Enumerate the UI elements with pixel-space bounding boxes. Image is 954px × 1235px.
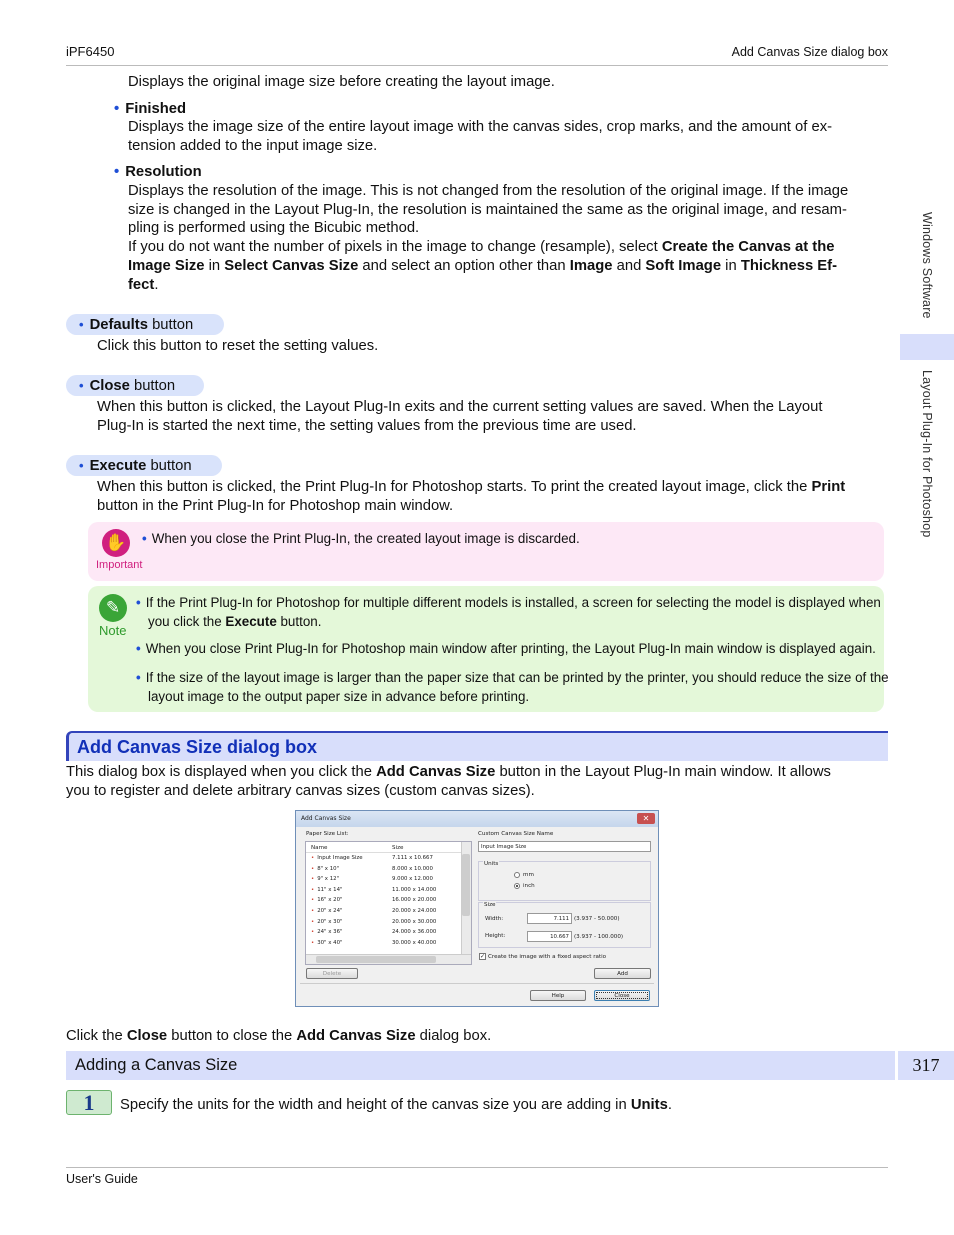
footer-text: User's Guide: [66, 1172, 138, 1186]
list-item-size: 20.000 x 24.000: [392, 908, 437, 914]
aspect-checkbox[interactable]: ✓: [480, 953, 486, 960]
list-item[interactable]: • 11" x 14": [311, 886, 343, 893]
bullet-icon: •: [114, 164, 120, 180]
step-number: 1: [66, 1090, 112, 1115]
intro-line: Displays the original image size before creating the layout image.: [128, 74, 555, 90]
note-bullet-3: • If the size of the layout image is larger than the paper size that can be printed by the printer, you should reduce the size of the: [136, 670, 889, 685]
finished-line1: Displays the image size of the entire layout image with the canvas sides, crop marks, and the amount of ex-: [128, 119, 833, 135]
list-item[interactable]: • Input Image Size: [311, 855, 363, 861]
note-bullet-1: • If the Print Plug-In for Photoshop for multiple different models is installed, a screen for selecting the model is displayed when: [136, 595, 881, 610]
pencil-check-icon: ✎: [99, 594, 127, 622]
list-item-size: 20.000 x 30.000: [392, 918, 437, 925]
close-line2: Plug-In is started the next time, the setting values from the previous time are used.: [97, 418, 637, 434]
bullet-icon: •: [142, 531, 147, 546]
defaults-desc: Click this button to reset the setting values.: [97, 338, 379, 354]
height-input[interactable]: 10.667: [527, 931, 572, 942]
list-item-size: 7.111 x 10.667: [392, 855, 433, 861]
list-item-size: 16.000 x 20.000: [392, 897, 437, 904]
section-p2: you to register and delete arbitrary canvas sizes (custom canvas sizes).: [66, 783, 535, 799]
close-line1: When this button is clicked, the Layout Plug-In exits and the current setting values are saved. When the Layout: [97, 399, 823, 415]
resolution-line4: If you do not want the number of pixels in the image to change (resample), select Create the Canvas at the: [128, 239, 835, 255]
dialog-titlebar: Add Canvas Size ✕: [296, 811, 658, 827]
finished-line2: tension added to the input image size.: [128, 138, 378, 154]
finished-title: Finished: [125, 101, 187, 117]
units-group: Units mm inch: [478, 861, 651, 901]
list-item-size: 24.000 x 36.000: [392, 929, 437, 936]
list-item[interactable]: • 24" x 36": [311, 929, 343, 936]
bullet-icon: •: [114, 101, 120, 117]
side-tab-marker: [900, 334, 954, 360]
size-group: Size Width: 7.111 (3.937 - 50.000) Height: 10.667 (3.937 - 100.000): [478, 902, 651, 948]
list-item[interactable]: • 20" x 30": [311, 918, 343, 925]
resolution-title: Resolution: [125, 164, 202, 180]
note-bullet-1-cont: you click the Execute button.: [148, 614, 322, 629]
note-label: Note: [99, 623, 127, 638]
section-heading: Add Canvas Size dialog box: [66, 731, 888, 761]
radio-mm[interactable]: [514, 872, 520, 878]
page-number: 317: [898, 1051, 954, 1080]
hand-stop-icon: ✋: [102, 529, 130, 557]
add-canvas-size-dialog: Add Canvas Size ✕ Paper Size List: Name Size • Input Image Size 7.111 x 10.667 • 8" x 10" 8.000 x 10.000 • 9" x 12" 9.000 x 12.000 • 11" x 14" 11.000 x 14.000 • 16" x 20" 16.000 x 20.000 • 20" x 24" 20.000 x 24.000 • 20" x 30" 20.000 x 30.000 • 24" x 36" 24.000 x 36.000 • 30" x 40" 30.000 x 40.000 Custom Canvas Size Name Input Image Size Units mm inch Size Width: 7.111 (3.937 - 50.000) Height: 10.667 (3.937 - 100.000) ✓ Create the image with a fixed aspect ratio Delete Add Help Close: [295, 810, 659, 1007]
subsection-heading: Adding a Canvas Size: [66, 1051, 895, 1080]
after-dialog-text: Click the Close button to close the Add Canvas Size dialog box.: [66, 1028, 492, 1044]
add-button[interactable]: Add: [594, 968, 651, 979]
execute-line2: button in the Print Plug-In for Photoshop main window.: [97, 498, 454, 514]
side-tab-layout-plugin: Layout Plug-In for Photoshop: [920, 370, 934, 538]
close-button[interactable]: Close: [594, 990, 650, 1001]
delete-button[interactable]: Delete: [306, 968, 358, 979]
important-label: Important: [96, 559, 143, 571]
list-item[interactable]: • 20" x 24": [311, 908, 343, 914]
resolution-line1: Displays the resolution of the image. This is not changed from the resolution of the original image. If the image: [128, 183, 849, 199]
list-item-size: 9.000 x 12.000: [392, 876, 433, 883]
important-text: When you close the Print Plug-In, the created layout image is discarded.: [151, 531, 580, 546]
defaults-heading: • Defaults button: [66, 314, 224, 335]
help-button[interactable]: Help: [530, 990, 586, 1001]
list-item-size: 30.000 x 40.000: [392, 939, 437, 946]
list-item[interactable]: • 30" x 40": [311, 939, 343, 946]
execute-heading: • Execute button: [66, 455, 222, 476]
list-item[interactable]: • 9" x 12": [311, 876, 340, 883]
running-header: Add Canvas Size dialog box: [731, 45, 888, 59]
paper-size-list[interactable]: Name Size • Input Image Size 7.111 x 10.667 • 8" x 10" 8.000 x 10.000 • 9" x 12" 9.000 x 12.000 • 11" x 14" 11.000 x 14.000 • 16" x 20" 16.000 x 20.000 • 20" x 24" 20.000 x 24.000 • 20" x 30" 20.000 x 30.000 • 24" x 36" 24.000 x 36.000 • 30" x 40" 30.000 x 40.000: [305, 841, 472, 965]
side-tab-windows-software: Windows Software: [920, 212, 934, 319]
close-heading: • Close button: [66, 375, 204, 396]
resolution-line6: fect.: [128, 277, 159, 293]
radio-inch[interactable]: [514, 883, 520, 889]
note-bullet-2: • When you close Print Plug-In for Photoshop main window after printing, the Layout Plug-In main window is displayed again.: [136, 641, 876, 656]
list-item-size: 11.000 x 14.000: [392, 886, 437, 893]
resolution-line5: Image Size in Select Canvas Size and select an option other than Image and Soft Image in Thickness Ef-: [128, 258, 838, 274]
list-item[interactable]: • 16" x 20": [311, 897, 343, 904]
resolution-line3: pling is performed using the Bicubic method.: [128, 220, 420, 236]
resolution-line2: size is changed in the Layout Plug-In, the resolution is maintained the same as the original image, and resam-: [128, 202, 847, 218]
list-item-size: 8.000 x 10.000: [392, 865, 433, 872]
close-icon[interactable]: ✕: [637, 813, 655, 824]
section-p1: This dialog box is displayed when you click the Add Canvas Size button in the Layout Plug-In main window. It allows: [66, 764, 831, 780]
execute-line1: When this button is clicked, the Print Plug-In for Photoshop starts. To print the created layout image, click the Print: [97, 479, 846, 495]
note-bullet-3-cont: layout image to the output paper size in advance before printing.: [148, 689, 530, 704]
custom-name-input[interactable]: Input Image Size: [478, 841, 651, 852]
step-text: Specify the units for the width and height of the canvas size you are adding in Units.: [120, 1097, 672, 1113]
list-item[interactable]: • 8" x 10": [311, 865, 340, 872]
doc-model: iPF6450: [66, 44, 115, 59]
width-input[interactable]: 7.111: [527, 913, 572, 924]
